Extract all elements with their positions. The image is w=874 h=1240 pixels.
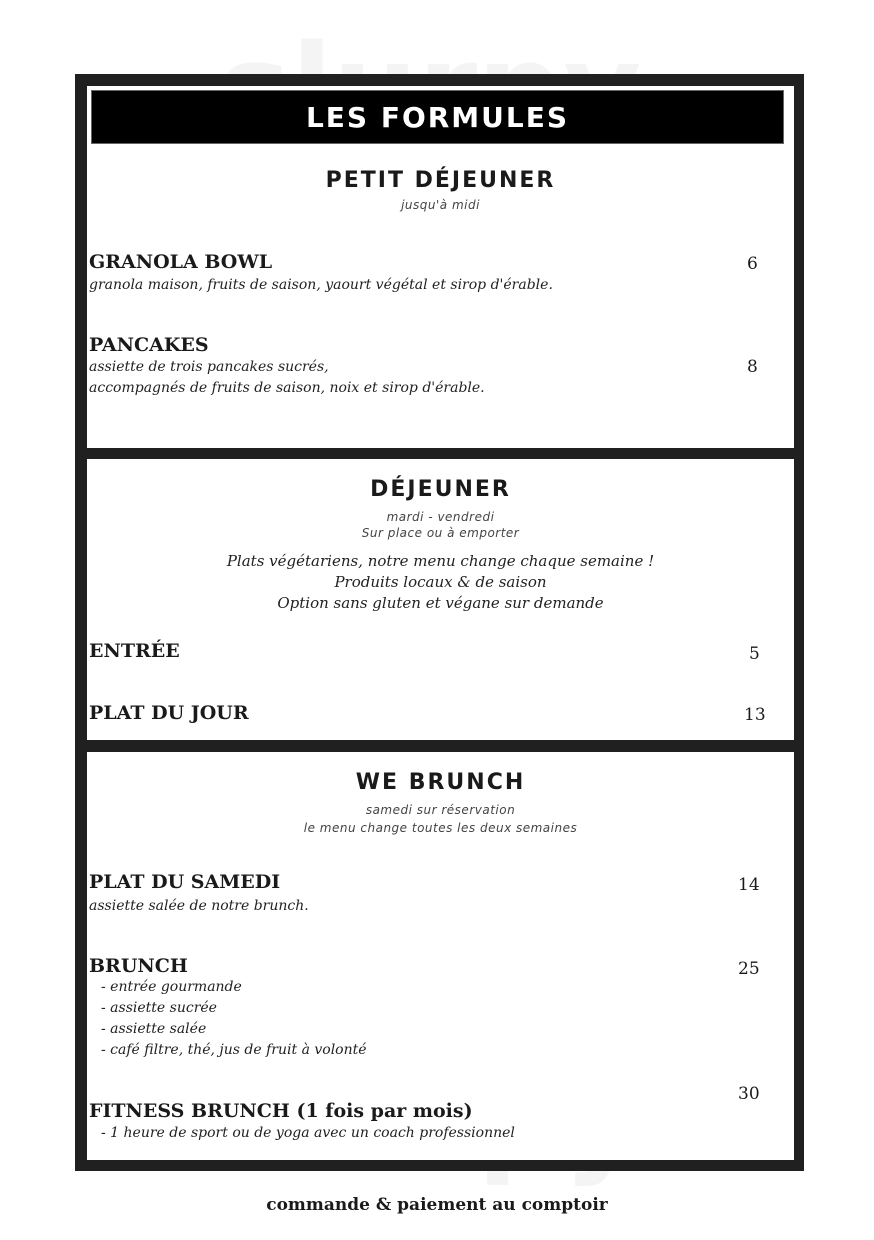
item-name-plat-du-jour: PLAT DU JOUR — [89, 702, 249, 724]
list-item: - assiette sucrée — [101, 1000, 217, 1016]
item-name-entree: ENTRÉE — [89, 640, 180, 662]
item-name-pancakes: PANCAKES — [89, 334, 209, 356]
section-subtitle-2: Sur place ou à emporter — [361, 526, 520, 540]
section-subtitle-1: samedi sur réservation — [365, 803, 516, 817]
footer-note: commande & paiement au comptoir — [266, 1195, 608, 1215]
item-name-fitness-brunch: FITNESS BRUNCH (1 fois par mois) — [89, 1100, 473, 1122]
section-title-petit-dejeuner: PETIT DÉJEUNER — [325, 168, 556, 193]
item-desc-granola-bowl: granola maison, fruits de saison, yaourt végétal et sirop d'érable. — [89, 277, 553, 293]
section-subtitle: jusqu'à midi — [401, 198, 480, 212]
item-desc-pancakes-1: assiette de trois pancakes sucrés, — [89, 359, 329, 375]
item-price-brunch: 25 — [738, 959, 760, 979]
item-name-brunch: BRUNCH — [89, 955, 188, 977]
item-name-granola-bowl: GRANOLA BOWL — [89, 251, 273, 273]
section-subtitle-1: mardi - vendredi — [386, 510, 495, 524]
list-item: - café filtre, thé, jus de fruit à volonté — [101, 1042, 367, 1058]
section-note-2: Produits locaux & de saison — [334, 573, 547, 591]
item-desc-fitness-brunch: - 1 heure de sport ou de yoga avec un coach professionnel — [101, 1125, 515, 1141]
item-price-pancakes: 8 — [747, 357, 758, 377]
item-name-plat-du-samedi: PLAT DU SAMEDI — [89, 871, 281, 893]
panel-petit-dejeuner — [87, 86, 794, 448]
item-price-plat-du-samedi: 14 — [738, 875, 760, 895]
panel-dejeuner — [87, 459, 794, 740]
panel-we-brunch — [87, 752, 794, 1160]
page-title: LES FORMULES — [91, 90, 784, 144]
section-note-1: Plats végétariens, notre menu change chaque semaine ! — [226, 552, 655, 570]
section-note-3: Option sans gluten et végane sur demande — [277, 594, 604, 612]
item-desc-pancakes-2: accompagnés de fruits de saison, noix et sirop d'érable. — [89, 380, 485, 396]
list-item: - entrée gourmande — [101, 979, 242, 995]
item-price-entree: 5 — [749, 644, 760, 664]
item-desc-plat-du-samedi: assiette salée de notre brunch. — [89, 898, 309, 914]
item-price-granola-bowl: 6 — [747, 254, 758, 274]
list-item: - assiette salée — [101, 1021, 207, 1037]
section-title-dejeuner: DÉJEUNER — [370, 477, 511, 502]
item-price-fitness-brunch: 30 — [738, 1084, 760, 1104]
section-subtitle-2: le menu change toutes les deux semaines — [303, 821, 578, 835]
item-price-plat-du-jour: 13 — [744, 705, 766, 725]
section-title-we-brunch: WE BRUNCH — [355, 770, 526, 795]
